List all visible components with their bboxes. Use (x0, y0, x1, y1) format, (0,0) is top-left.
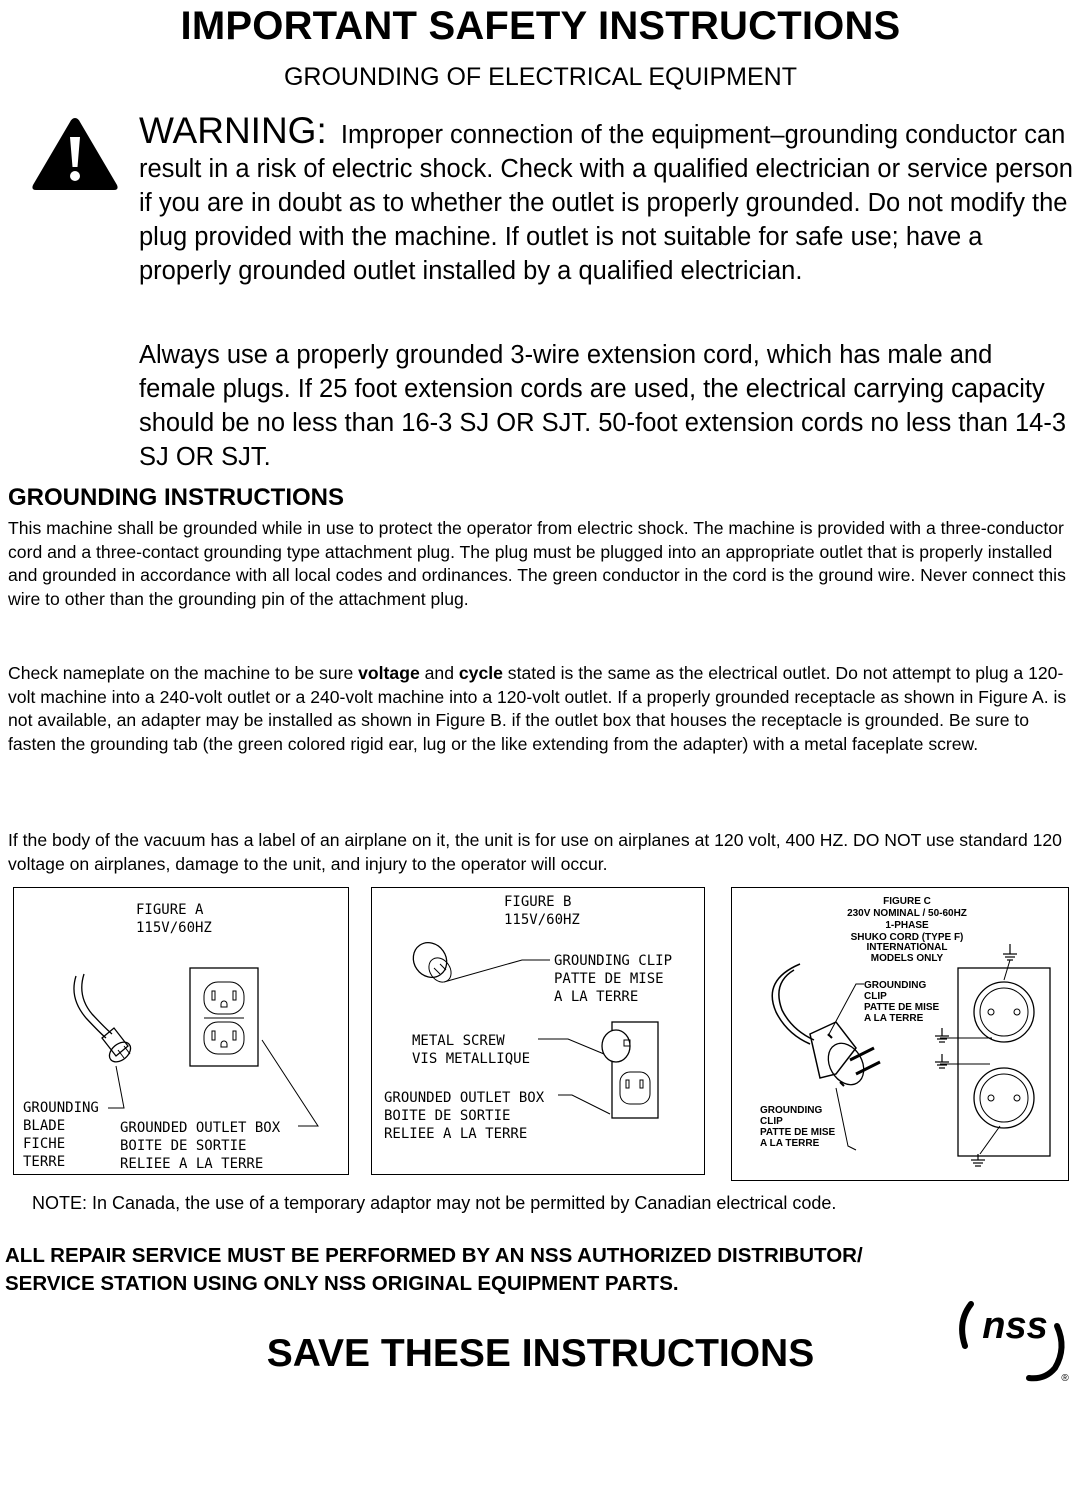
cord (74, 976, 106, 1038)
page-subtitle: GROUNDING OF ELECTRICAL EQUIPMENT (283, 63, 797, 91)
schuko-socket-bottom (974, 1068, 1034, 1128)
fig-a-blade-2: BLADE (23, 1118, 66, 1134)
figure-b-drawing (372, 888, 704, 1174)
repair-line-2: SERVICE STATION USING ONLY NSS ORIGINAL EQUIPMENT PARTS. (5, 1272, 679, 1295)
registered-mark: ® (1061, 1373, 1069, 1384)
page-title: IMPORTANT SAFETY INSTRUCTIONS (180, 4, 901, 48)
repair-notice (5, 1242, 863, 1298)
grounding-para-3: If the body of the vacuum has a label of an airplane on it, the unit is for use on airplanes at 120 volt, 400 HZ. DO NOT use standard 120 voltage on airplanes, damage to the unit, and injury to the operator will occur. (8, 830, 1062, 874)
fig-a-box-3: RELIEE A LA TERRE (120, 1156, 264, 1172)
logo-text: nss (982, 1305, 1048, 1347)
nss-logo (955, 1288, 1073, 1384)
figure-c-drawing (732, 888, 1068, 1180)
fig-a-blade-1: GROUNDING (23, 1100, 99, 1116)
fig-c-clip-top-1: GROUNDING (864, 980, 927, 991)
fig-b-clip-1: GROUNDING CLIP (554, 953, 673, 969)
figure-a-spec: 115V/60HZ (136, 920, 212, 936)
fig-b-box-1: GROUNDED OUTLET BOX (384, 1090, 545, 1106)
schuko-plug (810, 1022, 856, 1078)
warning-triangle-icon (30, 115, 120, 193)
fig-a-blade-3: FICHE (23, 1136, 66, 1152)
warning-body: Improper connection of the equipment–grounding conductor can result in a risk of electric shock. Check with a qualified electrician or service person if you are in doubt as to whether the outlet is properly grounded. Do not modify the plug provided with the machine. If outlet is not suitable for safe use; have a properly grounded outlet installed by a qualified electrician. (139, 121, 1073, 285)
figure-a (13, 887, 349, 1175)
para2-voltage: voltage (358, 663, 420, 683)
para2-cycle: cycle (458, 663, 503, 683)
canada-note: NOTE: In Canada, the use of a temporary adaptor may not be permitted by Canadian electrical code. (32, 1193, 837, 1213)
leader-blade (108, 1066, 124, 1108)
figure-a-drawing (14, 888, 348, 1174)
schuko-cord (779, 970, 814, 1040)
leader-clip (444, 960, 550, 982)
fig-c-clip-top-2: CLIP (864, 991, 887, 1002)
fig-c-clip-top-3: PATTE DE MISE (864, 1002, 940, 1013)
grounding-para-2 (8, 662, 1076, 756)
receptacle-bottom (204, 1022, 244, 1054)
para2-text-e: stated is the same as the electrical outlet. Do not attempt to plug a 120-volt machine into a 240-volt outlet or a 240-volt machine into a 120-volt outlet. If a properly grounded receptacle as shown in Figure A. is not available, an adapter may be installed as shown in Figure B. if the outlet box that houses the receptacle is grounded. Be sure to fasten the grounding tab (the green colored rigid ear, lug or the like extending from the adapter) with a metal faceplate screw. (8, 663, 1067, 754)
fig-a-box-1: GROUNDED OUTLET BOX (120, 1120, 281, 1136)
fig-a-blade-4: TERRE (23, 1154, 66, 1170)
receptacle-top (204, 982, 244, 1014)
extension-cord-text: Always use a properly grounded 3-wire extension cord, which has male and female plugs. If 25 foot extension cords are used, the electrical carrying capacity should be no less than 16-3 SJ OR SJT. 50-foot extension cords no less than 14-3 SJ OR SJT. (139, 341, 1067, 471)
fig-c-title-3: 1-PHASE (885, 920, 929, 931)
figure-b-spec: 115V/60HZ (504, 912, 580, 928)
fig-c-title-4: SHUKO CORD (TYPE F) (850, 932, 964, 943)
fig-c-clip-bot-3: PATTE DE MISE (760, 1127, 836, 1138)
fig-b-screw-2: VIS METALLIQUE (412, 1051, 531, 1067)
fig-a-box-2: BOITE DE SORTIE (120, 1138, 247, 1154)
para2-text-c: and (419, 663, 459, 683)
fig-b-box-2: BOITE DE SORTIE (384, 1108, 511, 1124)
figure-b (371, 887, 705, 1175)
fig-b-screw-1: METAL SCREW (412, 1033, 505, 1049)
save-instructions: SAVE THESE INSTRUCTIONS (266, 1332, 815, 1375)
fig-c-title-2: 230V NOMINAL / 50-60HZ (847, 908, 967, 919)
grounding-heading: GROUNDING INSTRUCTIONS (8, 484, 344, 511)
fig-b-clip-3: A LA TERRE (554, 989, 639, 1005)
figure-a-title: FIGURE A (136, 902, 204, 918)
grounding-para-1: This machine shall be grounded while in use to protect the operator from electric shock. The machine is provided with a three-conductor cord and a three-contact grounding type attachment plug. The plug must be plugged into an appropriate outlet that is properly installed and grounded in accordance with all local codes and ordinances. The green conductor in the cord is the ground wire. Never connect this wire to other than the grounding pin of the attachment plug. (8, 518, 1066, 609)
warning-text (139, 110, 1079, 288)
fig-c-title-5: INTERNATIONAL (866, 942, 948, 953)
fig-b-clip-2: PATTE DE MISE (554, 971, 664, 987)
fig-c-clip-bot-2: CLIP (760, 1116, 783, 1127)
para2-text-a: Check nameplate on the machine to be sure (8, 663, 359, 683)
leader-box (262, 1040, 318, 1126)
fig-c-title-6: MODELS ONLY (870, 953, 944, 964)
figure-b-title: FIGURE B (504, 894, 572, 910)
adapter (407, 936, 454, 984)
outlet-plate (190, 968, 258, 1066)
leader-screw (538, 1039, 604, 1054)
fig-c-clip-top-4: A LA TERRE (864, 1013, 924, 1024)
fig-c-title-1: FIGURE C (883, 896, 931, 907)
fig-c-clip-bot-1: GROUNDING (760, 1105, 823, 1116)
figure-c (731, 887, 1069, 1181)
warning-lead: WARNING: (139, 110, 327, 151)
fig-b-box-3: RELIEE A LA TERRE (384, 1126, 528, 1142)
repair-line-1: ALL REPAIR SERVICE MUST BE PERFORMED BY AN NSS AUTHORIZED DISTRIBUTOR/ (5, 1244, 863, 1267)
leader-box-b (558, 1095, 610, 1114)
schuko-socket-top (974, 982, 1034, 1042)
fig-c-clip-bot-4: A LA TERRE (760, 1138, 820, 1149)
